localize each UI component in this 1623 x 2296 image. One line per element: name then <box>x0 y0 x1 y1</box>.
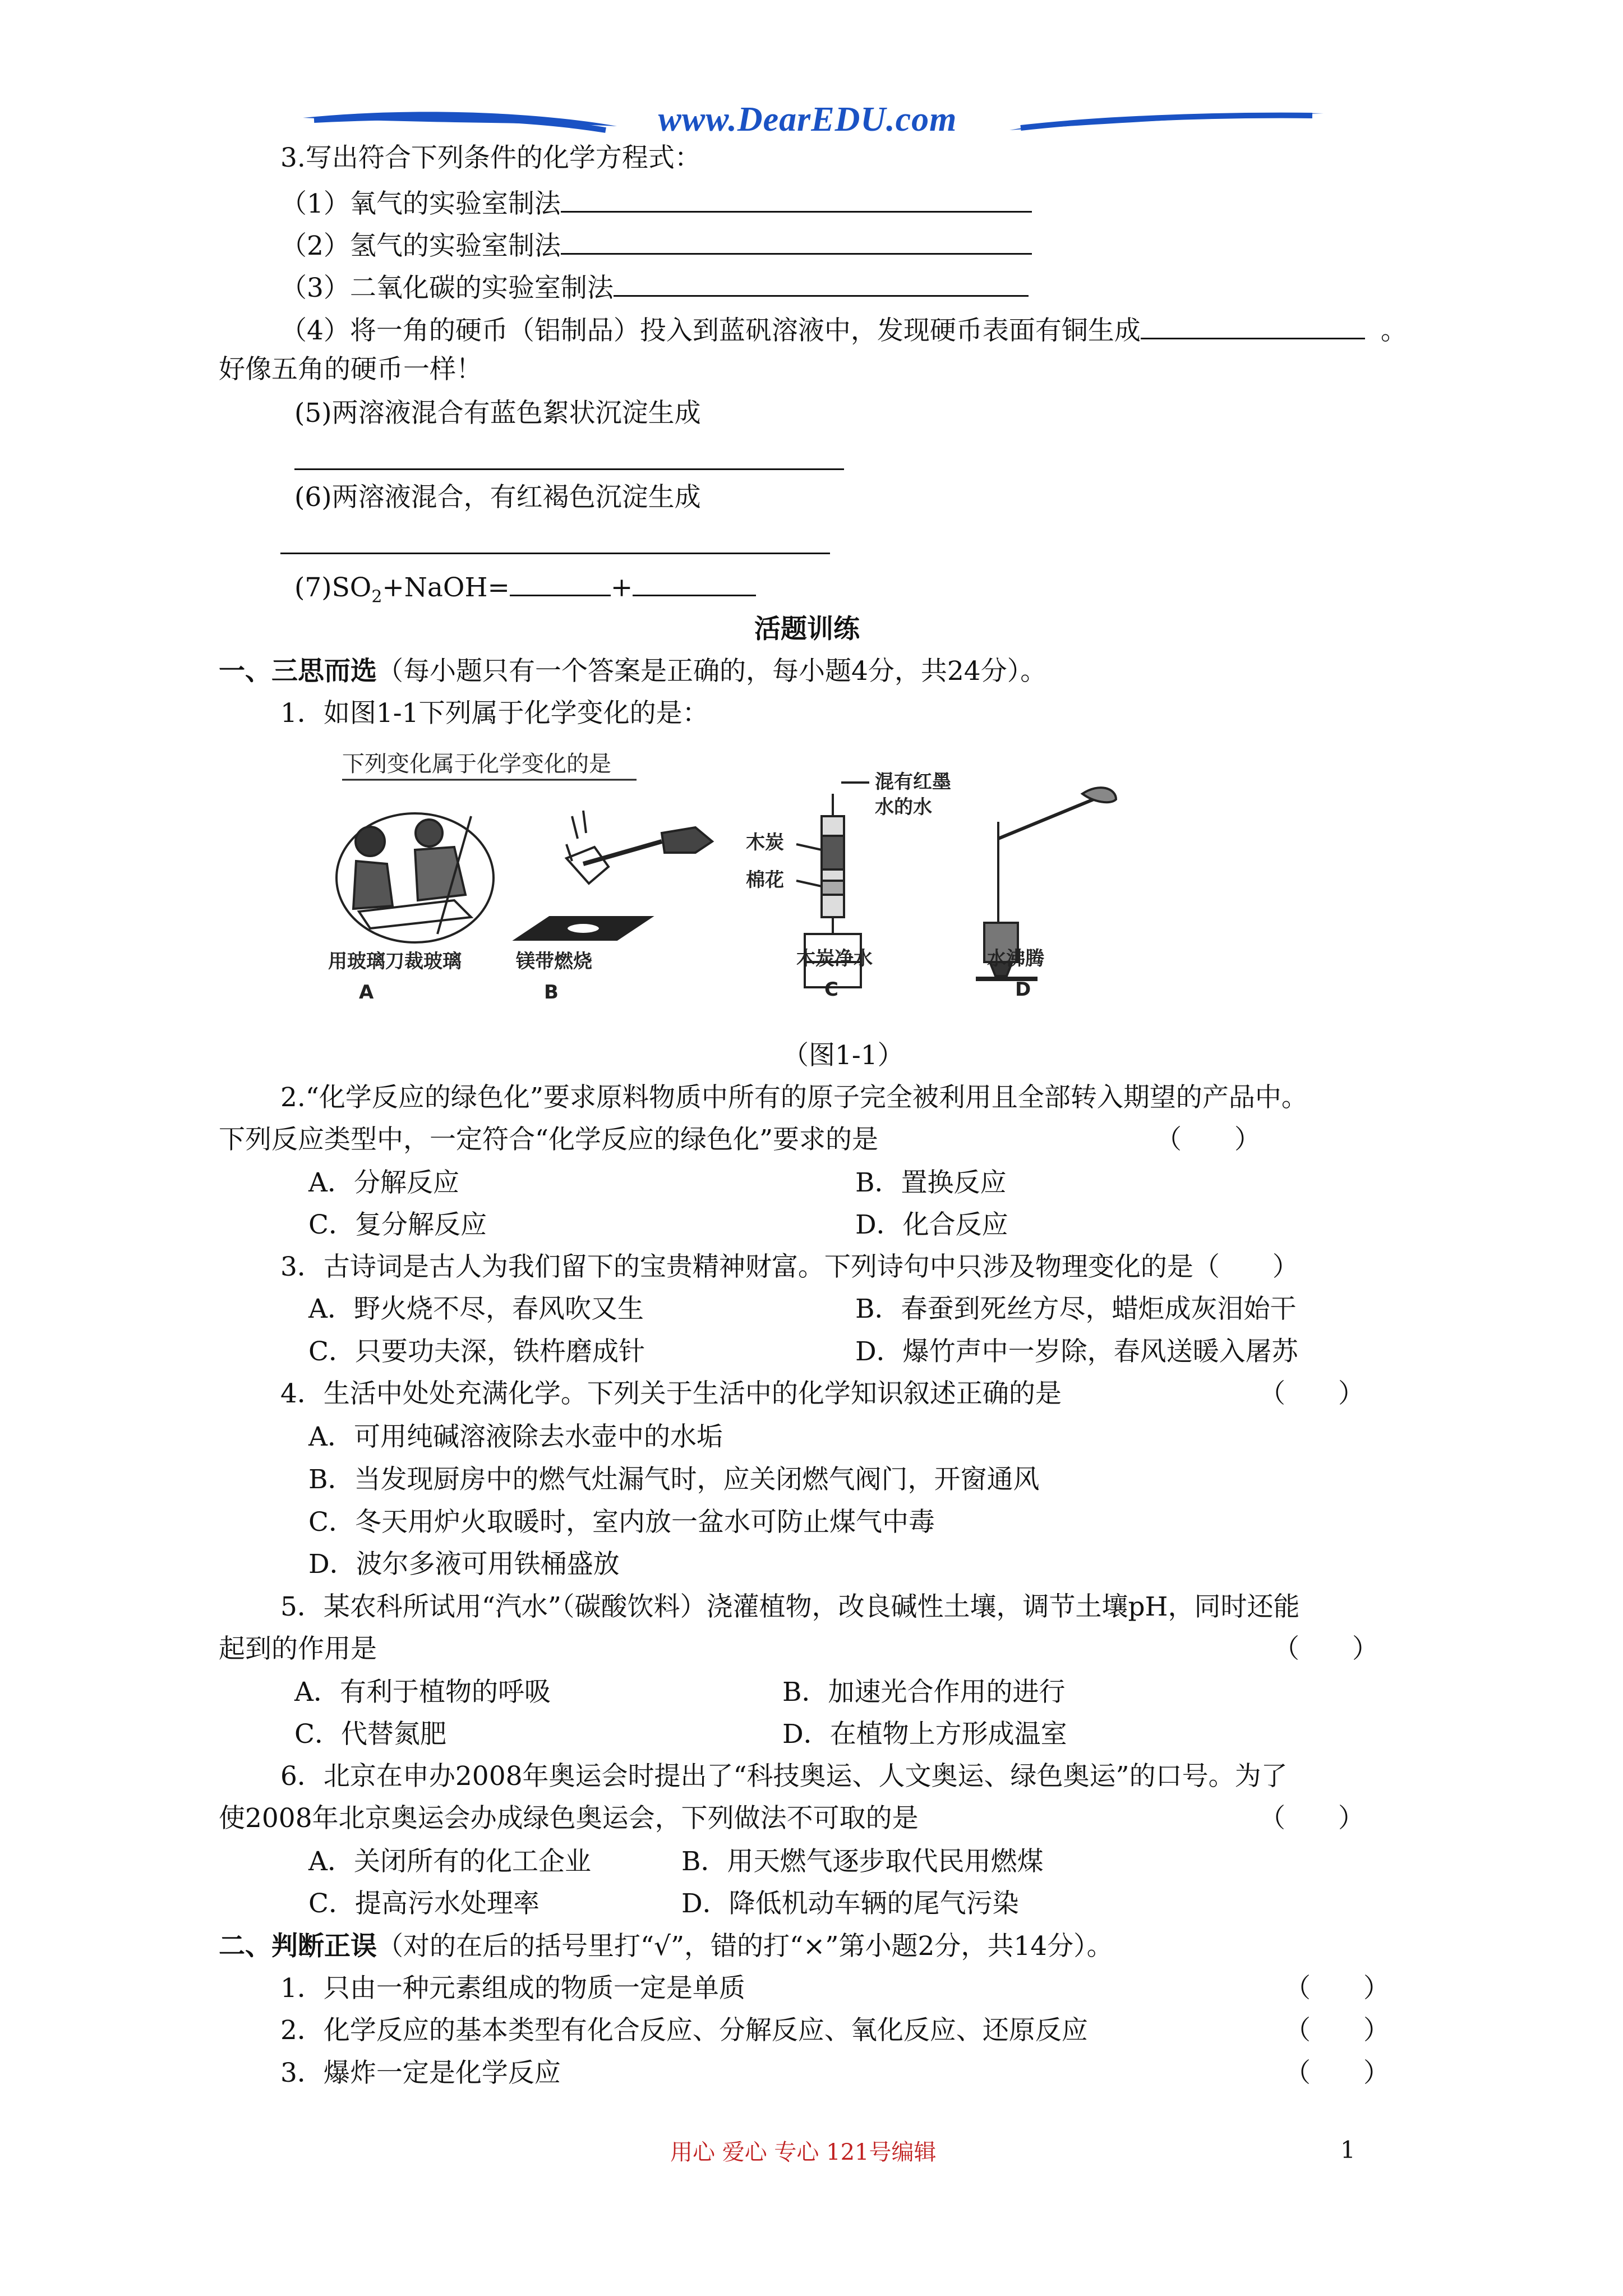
part2-item-3-paren: （ ） <box>1284 2058 1390 2088</box>
part2-item-1: 1．只由一种元素组成的物质一定是单质 <box>280 1973 745 2004</box>
figure-b-label: 镁带燃烧 <box>516 950 592 973</box>
part1-q3-opt-a: A．野火烧不尽，春风吹又生 <box>308 1294 644 1324</box>
part2-item-1-paren: （ ） <box>1284 1973 1390 2004</box>
figure-letter-c: C <box>824 978 838 1001</box>
q3-item-4: （4）将一角的硬币（铝制品）投入到蓝矾溶液中，发现硬币表面有铜生成 。 <box>280 310 1407 349</box>
q3-item-7: $(7)SO_2+NaOH=$ + <box>294 567 756 615</box>
figure-letter-a: A <box>359 981 374 1004</box>
figure-1-1 <box>303 749 1161 1013</box>
q3-item-6: (6)两溶液混合，有红褐色沉淀生成 <box>294 482 701 513</box>
q3-item-5: (5)两溶液混合有蓝色絮状沉淀生成 <box>294 398 701 429</box>
q3-item-4-cont: 好像五角的硬币一样！ <box>219 354 482 385</box>
part1-q6-opt-d: D．降低机动车辆的尾气污染 <box>681 1888 1019 1919</box>
part1-q5-line2: 起到的作用是 <box>219 1634 377 1664</box>
part1-q4-opt-a: A．可用纯碱溶液除去水壶中的水垢 <box>308 1421 723 1452</box>
figure-a-label: 用玻璃刀裁玻璃 <box>328 950 462 973</box>
part1-q5-opt-b: B．加速光合作用的进行 <box>782 1677 1066 1708</box>
part1-q5-paren: （ ） <box>1273 1634 1378 1664</box>
site-logo-text: www.DearEDU.com <box>658 100 957 139</box>
part1-q5-opt-c: C．代替氮肥 <box>294 1719 446 1750</box>
part1-q5-line1: 5．某农科所试用“汽水”（碳酸饮料）浇灌植物，改良碱性土壤，调节土壤pH，同时还能 <box>280 1591 1300 1622</box>
figure-d-label: 水沸腾 <box>987 947 1044 970</box>
q3-item-1: （1）氧气的实验室制法 <box>280 183 1032 222</box>
part1-q3-opt-d: D．爆竹声中一岁除，春风送暖入屠苏 <box>855 1336 1298 1367</box>
part1-q4-paren: （ ） <box>1259 1378 1364 1409</box>
part2-item-2: 2．化学反应的基本类型有化合反应、分解反应、氧化反应、还原反应 <box>280 2015 1088 2046</box>
footer-text: 用心 爱心 专心 121号编辑 <box>670 2139 937 2165</box>
part1-q4: 4．生活中处处充满化学。下列关于生活中的化学知识叙述正确的是 <box>280 1378 1062 1409</box>
q3-title: 3.写出符合下列条件的化学方程式： <box>280 142 701 173</box>
part2-item-3: 3．爆炸一定是化学反应 <box>280 2058 561 2088</box>
part1-heading: 一、三思而选（每小题只有一个答案是正确的，每小题4分，共24分）。 <box>219 656 1047 687</box>
answer-line-6 <box>280 553 830 554</box>
part1-q5-opt-a: A．有利于植物的呼吸 <box>294 1677 551 1708</box>
figure-letter-b: B <box>544 981 559 1004</box>
part1-q6-opt-b: B．用天燃气逐步取代民用燃煤 <box>681 1846 1044 1877</box>
section-title: 活题训练 <box>754 614 860 645</box>
part1-q4-opt-c: C．冬天用炉火取暖时，室内放一盆水可防止煤气中毒 <box>308 1507 935 1538</box>
q3-item-3: （3）二氧化碳的实验室制法 <box>280 267 1029 306</box>
figure-c-label-side2: 棉花 <box>746 869 784 891</box>
figure-c-label-top1: 混有红墨 <box>875 771 951 793</box>
answer-line-5 <box>294 468 844 470</box>
part1-q2-line2: 下列反应类型中，一定符合“化学反应的绿色化”要求的是 <box>219 1124 879 1155</box>
part1-q1: 1．如图1-1下列属于化学变化的是： <box>280 698 709 729</box>
figure-c-label-top2: 水的水 <box>875 796 932 818</box>
part1-q3: 3．古诗词是古人为我们留下的宝贵精神财富。下列诗句中只涉及物理变化的是（ ） <box>280 1251 1299 1282</box>
part1-q2-opt-a: A．分解反应 <box>308 1167 459 1198</box>
part1-q2-paren: （ ） <box>1155 1124 1261 1155</box>
part1-q6-paren: （ ） <box>1259 1803 1364 1834</box>
page-number: 1 <box>1340 2136 1355 2164</box>
part1-q2-opt-c: C．复分解反应 <box>308 1209 487 1240</box>
part1-q5-opt-d: D．在植物上方形成温室 <box>782 1719 1067 1750</box>
part1-q4-opt-d: D．波尔多液可用铁桶盛放 <box>308 1549 620 1580</box>
part1-q6-line1: 6．北京在申办2008年奥运会时提出了“科技奥运、人文奥运、绿色奥运”的口号。为了 <box>280 1761 1288 1792</box>
q3-item-2: （2）氢气的实验室制法 <box>280 225 1032 264</box>
part1-q4-opt-b: B．当发现厨房中的燃气灶漏气时，应关闭燃气阀门，开窗通风 <box>308 1464 1040 1495</box>
part1-q2-opt-b: B．置换反应 <box>855 1167 1007 1198</box>
part1-q6-line2: 使2008年北京奥运会办成绿色奥运会，下列做法不可取的是 <box>219 1803 919 1834</box>
part1-q2-opt-d: D．化合反应 <box>855 1209 1008 1240</box>
part2-heading: 二、判断正误（对的在后的括号里打“√”，错的打“×”第小题2分，共14分）。 <box>219 1931 1113 1962</box>
part1-q3-opt-b: B．春蚕到死丝方尽，蜡炬成灰泪始干 <box>855 1294 1297 1324</box>
part1-q6-opt-a: A．关闭所有的化工企业 <box>308 1846 591 1877</box>
figure-c-label-side1: 木炭 <box>746 831 784 854</box>
figure-caption: （图1-1） <box>782 1040 904 1071</box>
part2-item-2-paren: （ ） <box>1284 2015 1390 2046</box>
part1-q6-opt-c: C．提高污水处理率 <box>308 1888 540 1919</box>
figure-letter-d: D <box>1015 978 1031 1001</box>
part1-q3-opt-c: C．只要功夫深，铁杵磨成针 <box>308 1336 645 1367</box>
figure-c-label: 木炭净水 <box>796 947 873 970</box>
figure-caption-top: 下列变化属于化学变化的是 <box>342 751 611 777</box>
part1-q2-line1: 2.“化学反应的绿色化”要求原料物质中所有的原子完全被利用且全部转入期望的产品中。 <box>280 1082 1308 1113</box>
